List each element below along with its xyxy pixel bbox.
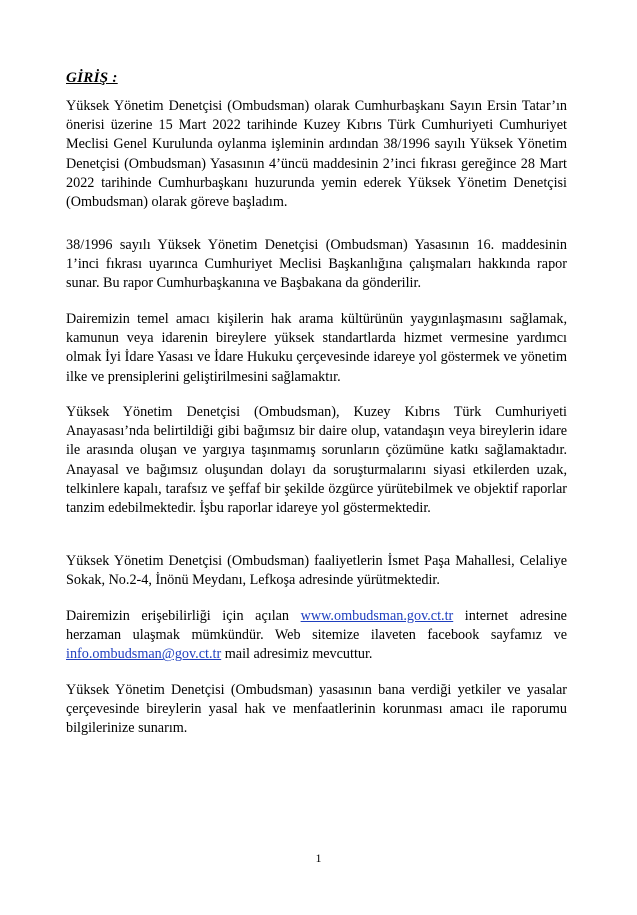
paragraph-address: Yüksek Yönetim Denetçisi (Ombudsman) faaliyetlerin İsmet Paşa Mahallesi, Celaliye Sokak, No.2-4, İnönü Meydanı, Lefkoşa adresinde yürütmektedir. <box>66 553 567 589</box>
section-heading: GİRİŞ : <box>66 70 118 86</box>
paragraph-reporting: 38/1996 sayılı Yüksek Yönetim Denetçisi (Ombudsman) Yasasının 16. maddesinin 1’inci fıkrası uyarınca Cumhuriyet Meclisi Başkanlığına çalışmaları hakkında rapor sunar. Bu rapor Cumhurbaşkanına ve Başbakana da gönderilir. <box>66 237 567 292</box>
paragraph-purpose: Dairemizin temel amacı kişilerin hak arama kültürünün yaygınlaşmasını sağlamak, kamunun veya idarenin bireylere yüksek standartlarda hizmet vermesine yardımcı olmak İyi İdare Yasası ve İdare Hukuku çerçevesinde idareye yol göstermek ve yönetim ilke ve prensiplerini geliştirilmesini sağlamaktır. <box>66 311 567 385</box>
paragraph-closing: Yüksek Yönetim Denetçisi (Ombudsman) yasasının bana verdiği yetkiler ve yasalar çerçevesinde bireylerin yasal hak ve menfaatlerinin korunması amacı ile raporumu bilgilerinize sunarım. <box>66 682 567 737</box>
page-number: 1 <box>315 851 322 865</box>
website-link[interactable]: www.ombudsman.gov.ct.tr <box>300 608 454 624</box>
paragraph-independence: Yüksek Yönetim Denetçisi (Ombudsman), Kuzey Kıbrıs Türk Cumhuriyeti Anayasası’nda belirtildiği gibi bağımsız bir daire olup, vatandaşın veya bireylerin idare ile arasında oluşan ve yargıya taşınmamış sorunların çözümüne katkı sağlamaktadır. Anayasal ve bağımsız oluşundan dolayı da soruşturmalarını siyasi etkilerden uzak, telkinlere kapalı, tarafsız ve şeffaf bir şekilde özgürce yürütebilmek ve objektif raporlar tanzim edebilmektedir. İşbu raporlar idareye yol göstermektedir. <box>66 404 567 517</box>
paragraph-contact <box>66 607 567 665</box>
contact-text-intro: Dairemizin erişebilirliği için açılan <box>66 608 301 624</box>
contact-text-end: mail adresimiz mevcuttur. <box>221 646 373 663</box>
email-link[interactable]: info.ombudsman@gov.ct.tr <box>66 646 222 663</box>
paragraph-appointment: Yüksek Yönetim Denetçisi (Ombudsman) olarak Cumhurbaşkanı Sayın Ersin Tatar’ın önerisi üzerine 15 Mart 2022 tarihinde Kuzey Kıbrıs Türk Cumhuriyeti Cumhuriyet Meclisi Genel Kurulunda oylanma işleminin ardından 38/1996 sayılı Yüksek Yönetim Denetçisi (Ombudsman) Yasasının 4’üncü maddesinin 2’inci fıkrası gereğince 28 Mart 2022 tarihinde Cumhurbaşkanı huzurunda yemin ederek Yüksek Yönetim Denetçisi (Ombudsman) olarak göreve başladım. <box>66 98 567 211</box>
contact-text-middle: internet adresine herzaman ulaşmak mümkündür. Web sitemize ilaveten facebook sayfamız ve <box>66 608 567 644</box>
